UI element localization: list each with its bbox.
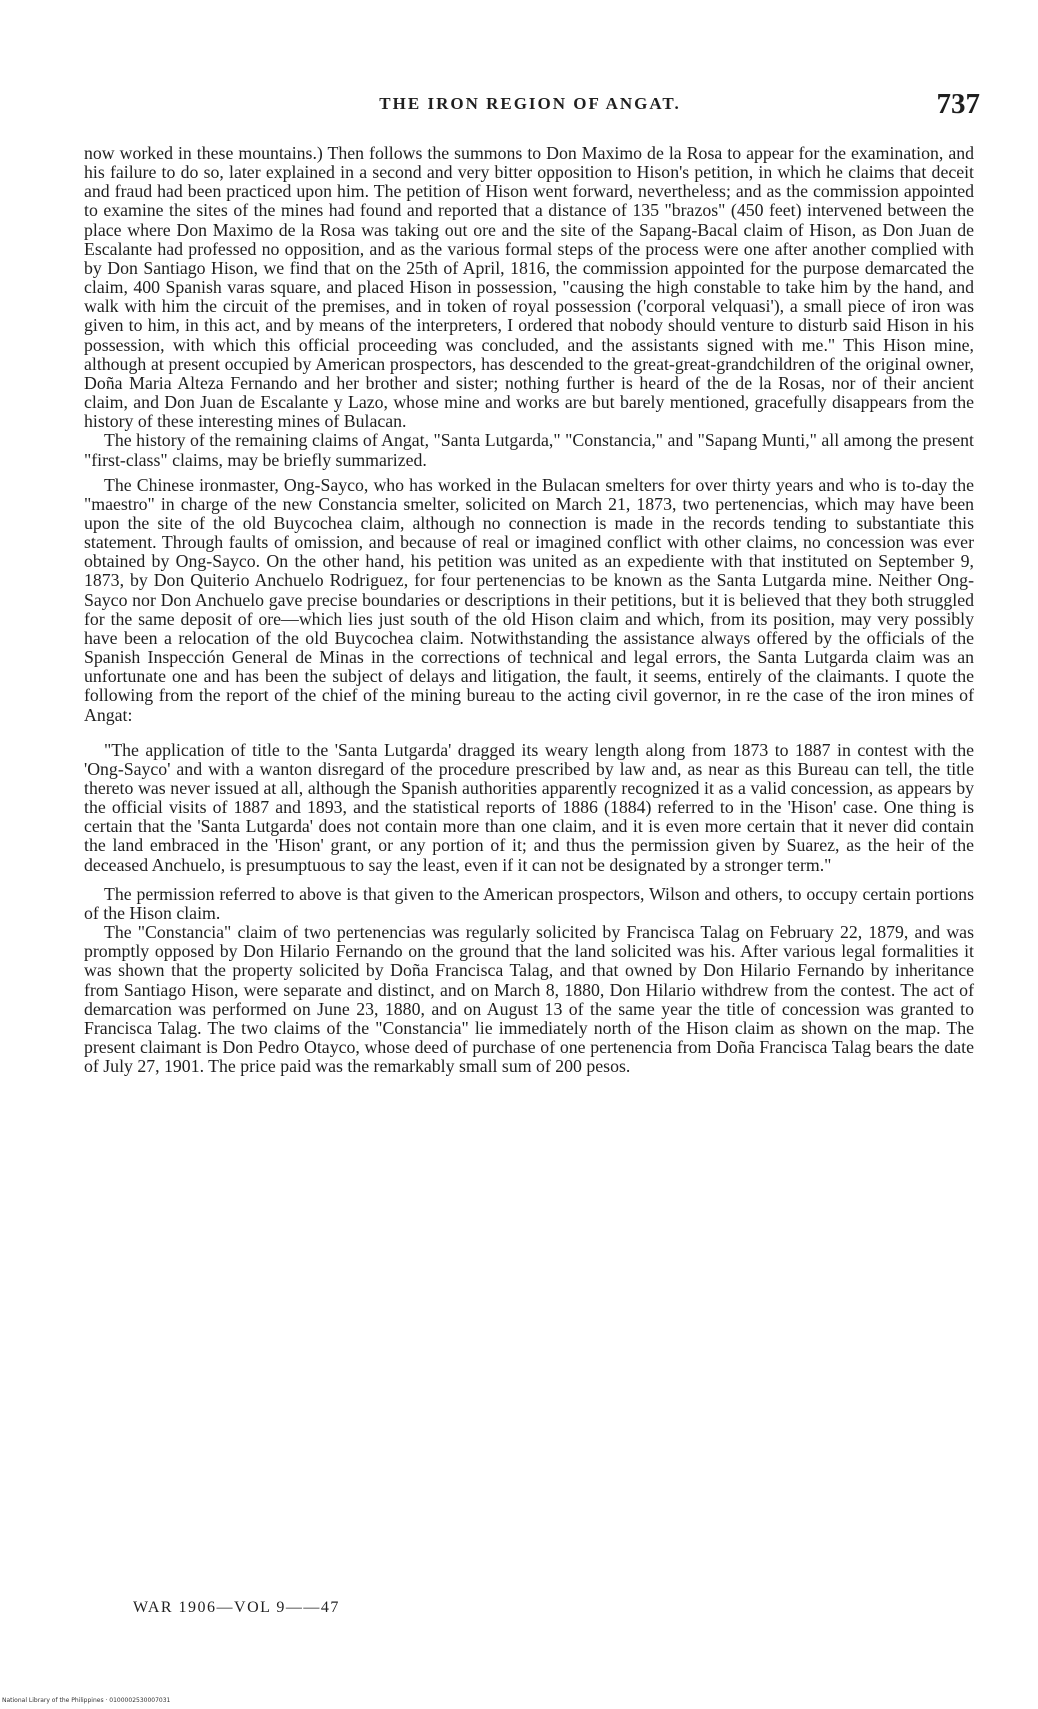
- paragraph-permission: The permission referred to above is that given to the American prospectors, Wilson and others, to occupy certain portions of the Hison claim.: [84, 883, 974, 923]
- paragraph-constancia: The "Constancia" claim of two pertenencias was regularly solicited by Francisca Talag on February 22, 1879, and was promptly opposed by Don Hilario Fernando on the ground that the land solicited was his. After various legal formalities it was shown that the property solicited by Doña Francisca Talag, and that owned by Don Hilario Fernando by inheritance from Santiago Hison, were separate and distinct, and on March 8, 1880, Don Hilario withdrew from the contest. The act of demarcation was performed on June 23, 1880, and on August 13 of the same year the title of concession was granted to Francisca Talag. The two claims of the "Constancia" lie immediately north of the Hison claim as shown on the map. The present claimant is Don Pedro Otayco, whose deed of purchase of one pertenencia from Doña Francisca Talag bears the date of July 27, 1901. The price paid was the remarkably small sum of 200 pesos.: [84, 922, 974, 1077]
- paragraph-ong-sayco: The Chinese ironmaster, Ong-Sayco, who has worked in the Bulacan smelters for over thirty years and who is to-day the "maestro" in charge of the new Constancia smelter, solicited on March 21, 1873, two pertenencias, which may have been upon the site of the old Buycochea claim, although no connection is made in the records tending to substantiate this statement. Through faults of omission, and because of real or imagined conflict with other claims, no concession was ever obtained by Ong-Sayco. On the other hand, his petition was united as an expediente with that instituted on September 9, 1873, by Don Quiterio Anchuelo Rodriguez, for four pertenencias to be known as the Santa Lutgarda mine. Neither Ong-Sayco nor Don Anchuelo gave precise boundaries or descriptions in their petitions, but it is believed that they both struggled for the same deposit of ore—which lies just south of the old Hison claim and which, from its position, may very possibly have been a relocation of the old Buycochea claim. Notwithstanding the assistance always offered by the officials of the Spanish Inspección General de Minas in the corrections of technical and legal errors, the Santa Lutgarda claim was an unfortunate one and has been the subject of delays and litigation, the fault, it seems, entirely of the claimants. I quote the following from the report of the chief of the mining bureau to the acting civil governor, in re the case of the iron mines of Angat:: [84, 474, 974, 725]
- page-number: 737: [936, 88, 980, 120]
- paragraph-remaining-claims: The history of the remaining claims of Angat, "Santa Lutgarda," "Constancia," and "Sapang Munti," all among the present "first-class" claims, may be briefly summarized.: [84, 430, 974, 470]
- signature-line: WAR 1906—VOL 9——47: [133, 1599, 340, 1616]
- page-header: [80, 88, 980, 124]
- scan-label: National Library of the Philippines · 0100002530007031: [2, 1697, 171, 1704]
- body-text: [84, 144, 974, 1076]
- running-title: THE IRON REGION OF ANGAT.: [379, 94, 681, 113]
- paragraph-bureau-quote: "The application of title to the 'Santa Lutgarda' dragged its weary length along from 1873 to 1887 in contest with the 'Ong-Sayco' and with a wanton disregard of the procedure prescribed by law and, as near as this Bureau can tell, the title thereto was never issued at all, although the Spanish authorities apparently recognized it as a valid concession, as appears by the official visits of 1887 and 1893, and the statistical reports of 1886 (1884) referred to in the 'Hison' case. One thing is certain that the 'Santa Lutgarda' does not contain more than one claim, and it is even more certain that it never did contain the land embraced in the 'Hison' grant, or any portion of it; and thus the permission given by Suarez, as the heir of the deceased Anchuelo, is presumptuous to say the least, even if it can not be designated by a stronger term.": [84, 739, 974, 875]
- paragraph-hison-possession: now worked in these mountains.) Then follows the summons to Don Maximo de la Rosa to appear for the examination, and his failure to do so, later explained in a second and very bitter opposition to Hison's petition, in which he claims that deceit and fraud had been practiced upon him. The petition of Hison went forward, nevertheless; and as the commission appointed to examine the sites of the mines had found and reported that a distance of 135 "brazos" (450 feet) intervened between the place where Don Maximo de la Rosa was taking out ore and the site of the Sapang-Bacal claim of Hison, as Don Juan de Escalante had professed no opposition, and as the various formal steps of the process were one after another complied with by Don Santiago Hison, we find that on the 25th of April, 1816, the commission appointed for the purpose demarcated the claim, 400 Spanish varas square, and placed Hison in possession, "causing the high constable to take him by the hand, and walk with him the circuit of the premises, and in token of royal possession ('corporal velquasi'), a small piece of iron was given to him, in this act, and by means of the interpreters, I ordered that nobody should venture to disturb said Hison in his possession, with which this official proceeding was concluded, and the assistants signed with me." This Hison mine, although at present occupied by American prospectors, has descended to the great-great-grandchildren of the original owner, Doña Maria Alteza Fernando and her brother and sister; nothing further is heard of the de la Rosas, nor of their ancient claim, and Don Juan de Escalante y Lazo, whose mine and works are but barely mentioned, gracefully disappears from the history of these interesting mines of Bulacan.: [84, 143, 974, 432]
